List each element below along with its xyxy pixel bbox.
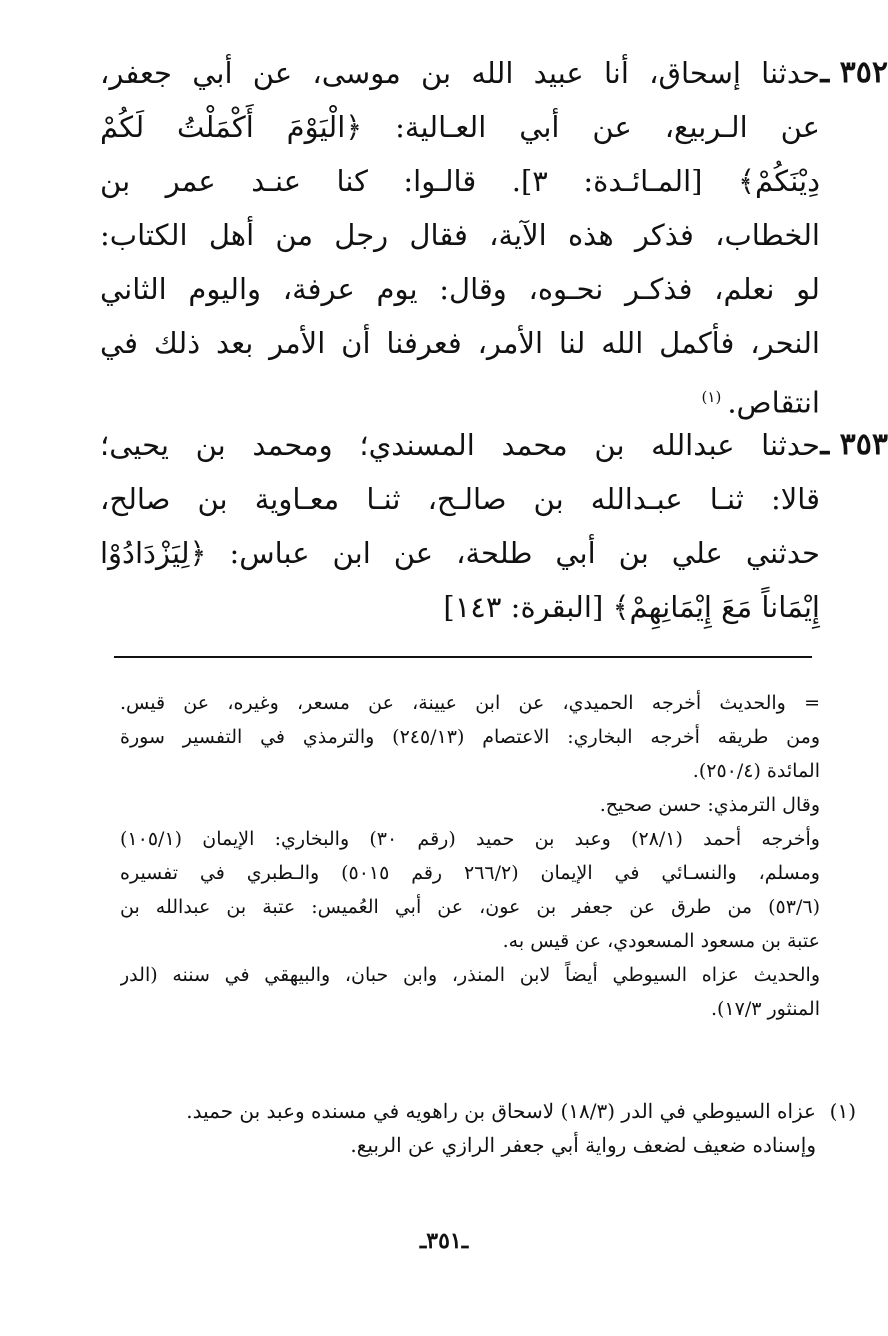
continued-footnote	[120, 686, 820, 1026]
page-number: ـ٣٥١ـ	[419, 1228, 469, 1254]
footnote-line	[120, 1094, 856, 1128]
note-line: المائدة (٢٥٠/٤).	[692, 760, 820, 782]
note-line: والحديث عزاه السيوطي أيضاً لابن المنذر، وابن حبان، والبيهقي في سننه (الدر	[120, 964, 820, 986]
note-line: ومن طريقه أخرجه البخاري: الاعتصام (٢٤٥/١٣) والترمذي في التفسير سورة	[120, 726, 820, 748]
footnote-marker: (١)	[829, 1099, 856, 1123]
hadith-line: حدثنا إسحاق، أنا عبيد الله بن موسى، عن أبي جعفر،	[100, 56, 820, 90]
hadith-line-last	[100, 370, 820, 424]
hadith-number: ٣٥٢ ـ	[820, 55, 888, 90]
hadith-line: دِيْنَكُمْ﴾ [المـائـدة: ٣]. قالـوا: كنا عنـد عمر بن	[100, 164, 820, 198]
hadith-line: لو نعلم، فذكـر نحـوه، وقال: يوم عرفة، واليوم الثاني	[100, 272, 820, 306]
hadith-line-text: انتقاص.	[727, 385, 820, 420]
hadith-line: عن الـربيع، عن أبي العـالية: ﴿الْيَوْمَ أَكْمَلْتُ لَكُمْ	[100, 110, 820, 144]
hadith-line: إِيْمَاناً مَعَ إِيْمَانِهِمْ﴾ [البقرة: ١٤٣]	[443, 590, 820, 624]
hadith-number: ٣٥٣ ـ	[820, 427, 888, 462]
note-line: = والحديث أخرجه الحميدي، عن ابن عيينة، عن مسعر، وغيره، عن قيس.	[120, 692, 820, 714]
hadith-352	[100, 46, 888, 424]
hadith-line: الخطاب، فذكر هذه الآية، فقال رجل من أهل الكتاب:	[100, 218, 820, 252]
hadith-line: حدثنا عبدالله بن محمد المسندي؛ ومحمد بن يحيى؛	[100, 428, 820, 462]
note-line: وقال الترمذي: حسن صحيح.	[599, 794, 820, 816]
hadith-line: النحر، فأكمل الله لنا الأمر، فعرفنا أن الأمر بعد ذلك في	[100, 326, 820, 360]
footnote-text: وإسناده ضعيف لضعف رواية أبي جعفر الرازي عن الربيع.	[350, 1133, 816, 1157]
note-line: المنثور ١٧/٣).	[710, 998, 820, 1020]
note-line: وأخرجه أحمد (٢٨/١) وعبد بن حميد (رقم ٣٠) والبخاري: الإيمان (١٠٥/١)	[120, 828, 820, 850]
hadith-line: حدثني علي بن أبي طلحة، عن ابن عباس: ﴿لِيَزْدَادُوْا	[100, 536, 820, 570]
hadith-line: قالا: ثنـا عبـدالله بن صالـح، ثنـا معـاوية بن صالح،	[100, 482, 820, 516]
note-line: (٥٣/٦) من طرق عن جعفر بن عون، عن أبي العُميس: عتبة بن عبدالله بن	[120, 896, 820, 918]
note-line: ومسلم، والنسـائي في الإيمان (٢٦٦/٢ رقم ٥٠١٥) والـطبري في تفسيره	[120, 862, 820, 884]
footnote-text: عزاه السيوطي في الدر (١٨/٣) لاسحاق بن راهويه في مسنده وعبد بن حميد.	[186, 1099, 816, 1123]
footnote-1	[120, 1094, 856, 1162]
footnote-line	[120, 1128, 856, 1162]
hadith-353	[100, 418, 888, 634]
footnote-separator	[114, 656, 812, 658]
footnote-reference[interactable]: (١)	[701, 388, 722, 406]
note-line: عتبة بن مسعود المسعودي، عن قيس به.	[502, 930, 820, 952]
